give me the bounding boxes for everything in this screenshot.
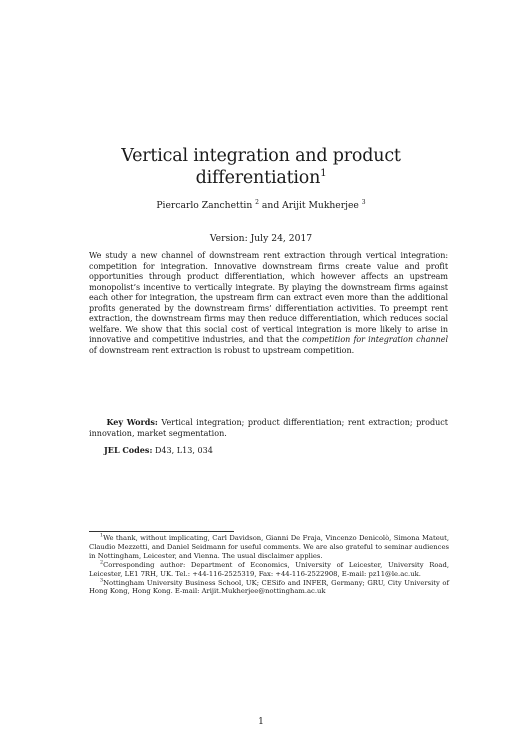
keywords-label: Key Words:	[106, 417, 158, 427]
author-1-footnote-mark: 2	[255, 198, 259, 206]
footnote-rule	[89, 531, 234, 532]
title-text: Vertical integration and product differentiation	[121, 146, 401, 188]
footnote-mark: 2	[100, 560, 104, 566]
footnote-mark: 3	[100, 578, 104, 584]
author-2-name: Arijit Mukherjee	[282, 200, 359, 211]
footnote-text: Nottingham University Business School, UK; CESifo and INFER, Germany; GRU, City University of Hong Kong, Hong Kong. E-mail: Arijit.Mukherjee@nottingham.ac.uk	[89, 578, 449, 596]
jel-label: JEL Codes:	[104, 445, 153, 455]
footnote-text: We thank, without implicating, Carl Davidson, Gianni De Fraja, Vincenzo Denicolò, Simona Mateut, Claudio Mezzetti, and Daniel Seidmann for useful comments. We are also grateful to seminar audiences in Nottingham, Leicester, and Vienna. The usual disclaimer applies.	[89, 534, 449, 560]
footnote	[89, 534, 449, 561]
keywords-text: Vertical integration; product differentiation; rent extraction; product innovation, market segmentation.	[89, 418, 449, 438]
footnote	[89, 579, 449, 597]
abstract-emphasis: competition for integration channel	[302, 335, 448, 345]
author-separator: and	[261, 200, 280, 211]
footnote-mark: 1	[100, 533, 104, 539]
author-1-name: Piercarlo Zanchettin	[156, 200, 253, 211]
title-footnote-mark: 1	[320, 168, 327, 180]
footnote	[89, 561, 449, 579]
footnote-text: Corresponding author: Department of Economics, University of Leicester, University Road, Leicester, LE1 7RH, UK. Tel.: +44-116-2525319, Fax: +44-116-2522908, E-mail: pz11@le.ac.uk.	[89, 560, 449, 578]
jel-codes	[104, 445, 444, 457]
page-number: 1	[258, 717, 264, 727]
author-2-footnote-mark: 3	[361, 198, 366, 206]
keywords	[89, 417, 448, 439]
footnotes	[89, 534, 449, 596]
version-date: Version: July 24, 2017	[209, 233, 313, 244]
jel-text: D43, L13, 034	[154, 446, 213, 455]
paper-title	[60, 145, 462, 189]
author-line	[60, 200, 462, 212]
abstract	[89, 251, 448, 356]
abstract-text-end: of downstream rent extraction is robust to upstream competition.	[89, 345, 355, 355]
abstract-text-start: We study a new channel of downstream rent extraction through vertical integration: competition for integration. Innovative downstream firms create value and profit opportunities through product differentiation, which however affects an upstream monopolist’s incentive to vertically integrate. By playing the downstream firms against each other for integration, the upstream firm can extract even more than the additional profits generated by the downstream firms’ differentiation activities. To preempt rent extraction, the downstream firms may then reduce differentiation, which reduces social welfare. We show that this social cost of vertical integration is more likely to arise in innovative and competitive industries, and that the	[89, 251, 448, 345]
